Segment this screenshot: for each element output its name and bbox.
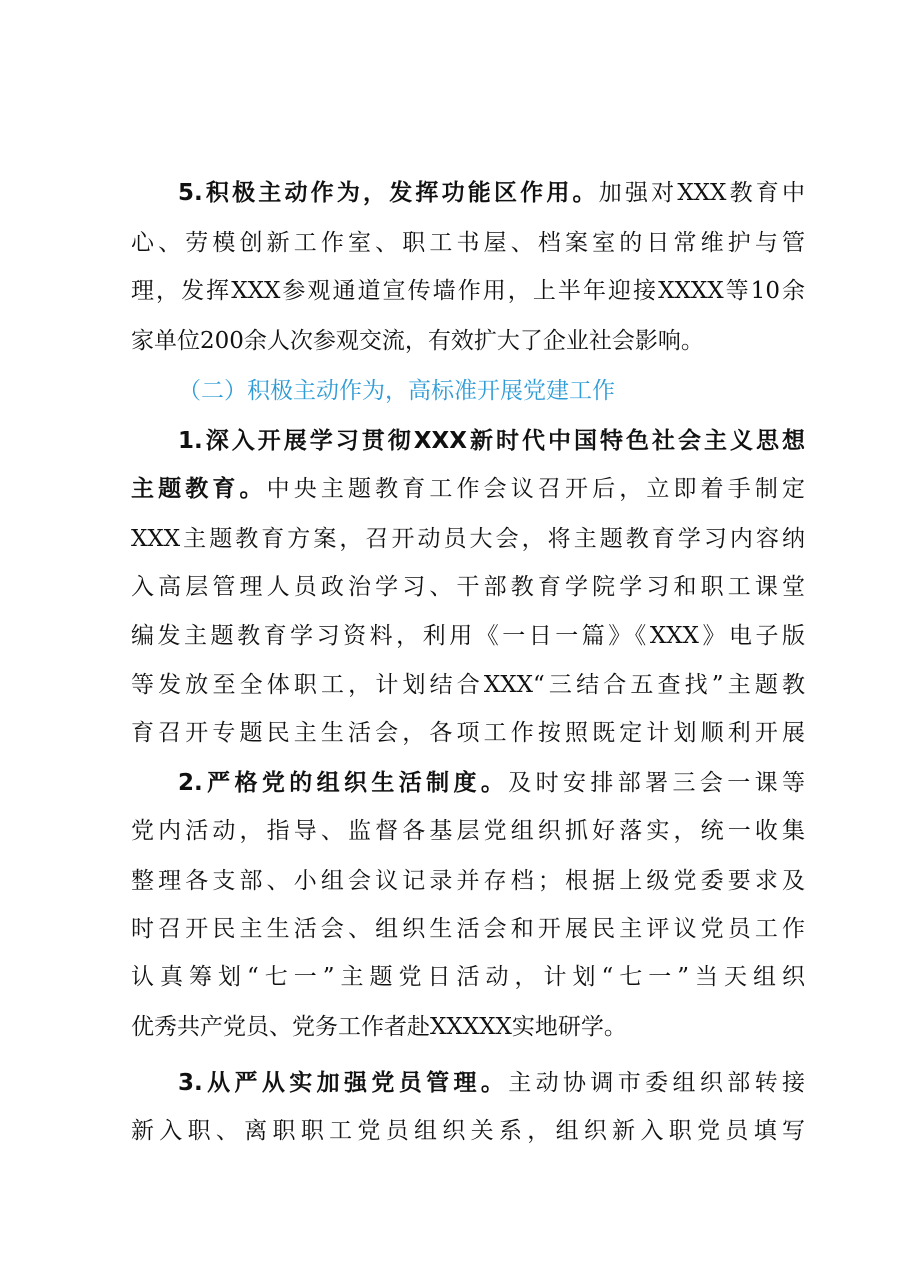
text-line <box>0 520 909 570</box>
line-text: 主动协调市委组织部转接 <box>508 1070 805 1096</box>
section-heading <box>0 372 909 422</box>
text-line <box>0 224 909 274</box>
bold-lead: 主题教育。 <box>131 476 267 502</box>
bold-lead: 3.从严从实加强党员管理。 <box>178 1070 509 1096</box>
text-line <box>0 812 909 862</box>
heading-text: （二）积极主动作为，高标准开展党建工作 <box>178 378 615 404</box>
line-text: XXX主题教育方案，召开动员大会，将主题教育学习内容纳 <box>131 526 805 552</box>
line-text: 时召开民主生活会、组织生活会和开展民主评议党员工作 <box>131 916 805 942</box>
text-line <box>0 714 909 764</box>
line-text: 中央主题教育工作会议召开后，立即着手制定 <box>266 476 805 502</box>
text-line <box>0 470 909 520</box>
text-line <box>0 568 909 618</box>
text-line <box>0 764 909 814</box>
text-line <box>0 910 909 960</box>
text-line <box>0 666 909 716</box>
line-text: 等发放至全体职工，计划结合XXX“三结合五查找”主题教 <box>131 672 805 698</box>
line-text: 优秀共产党员、党务工作者赴XXXXX实地研学。 <box>131 1014 627 1040</box>
bold-lead: 5.积极主动作为，发挥功能区作用。 <box>178 180 599 206</box>
text-line <box>0 1112 909 1162</box>
bold-lead: 1.深入开展学习贯彻XXX新时代中国特色社会主义思想 <box>178 428 805 454</box>
line-text: 心、劳模创新工作室、职工书屋、档案室的日常维护与管 <box>131 230 805 256</box>
line-text: 及时安排部署三会一课等 <box>508 770 805 796</box>
line-text: 理，发挥XXX参观通道宣传墙作用，上半年迎接XXXX等10余 <box>131 278 805 304</box>
line-text: 新入职、离职职工党员组织关系，组织新入职党员填写 <box>131 1118 805 1144</box>
text-line <box>0 617 909 667</box>
line-text: 育召开专题民主生活会，各项工作按照既定计划顺利开展 <box>131 720 805 746</box>
text-line <box>0 862 909 912</box>
line-text: 加强对XXX教育中 <box>598 180 805 206</box>
text-line <box>0 322 909 372</box>
line-text: 编发主题教育学习资料，利用《一日一篇》《XXX》电子版 <box>131 623 805 649</box>
text-line <box>0 958 909 1008</box>
line-text: 党内活动，指导、监督各基层党组织抓好落实，统一收集 <box>131 818 805 844</box>
bold-lead: 2.严格党的组织生活制度。 <box>178 770 509 796</box>
line-text: 家单位200余人次参观交流，有效扩大了企业社会影响。 <box>131 328 704 354</box>
line-text: 整理各支部、小组会议记录并存档；根据上级党委要求及 <box>131 868 805 894</box>
text-line <box>0 422 909 472</box>
text-line <box>0 1064 909 1114</box>
text-line <box>0 272 909 322</box>
text-line <box>0 1008 909 1058</box>
line-text: 入高层管理人员政治学习、干部教育学院学习和职工课堂 <box>131 574 805 600</box>
line-text: 认真筹划“七一”主题党日活动，计划“七一”当天组织 <box>131 964 805 990</box>
text-line <box>0 174 909 224</box>
